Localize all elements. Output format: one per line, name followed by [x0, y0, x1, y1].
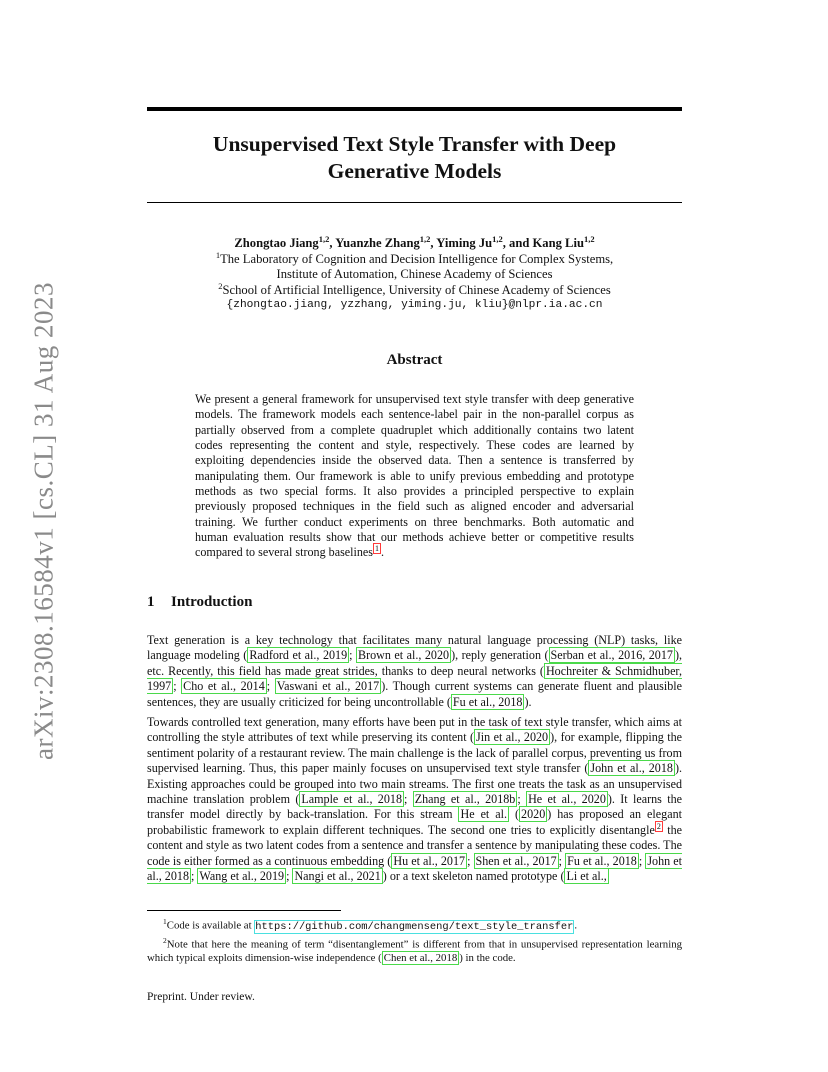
- citation-link[interactable]: He et al.: [460, 807, 508, 822]
- citation-link[interactable]: Jin et al., 2020: [476, 730, 549, 745]
- citation-link[interactable]: He et al., 2020: [528, 792, 606, 807]
- author-affiliation-mark: 1,2: [419, 233, 431, 244]
- title-line-2: Generative Models: [327, 159, 502, 183]
- author-affiliation-mark: 1,2: [318, 233, 330, 244]
- footnote-2: $^2$Note that here the meaning of term “disentanglement” is different from that in unsupervised representation learning which typical exploits dimension-wise independence ( Chen et al., 2018 ) in the code.: [147, 935, 682, 965]
- author-name: Yuanzhe Zhang: [335, 236, 420, 250]
- citation-link[interactable]: Fu et al., 2018: [567, 853, 637, 868]
- citation-link[interactable]: Cho et al., 2014: [183, 679, 265, 694]
- footnote-1: $^1$Code is available at https://github.com/changmenseng/text_style_transfer.: [163, 917, 578, 933]
- citation-link[interactable]: Serban et al., 2016, 2017: [550, 648, 673, 663]
- intro-paragraph-2: Towards controlled text generation, many efforts have been put in the task of text style transfer, which aims at controlling the style attributes of text while preserving its content ( Jin et al., 2020 ), for example, flipping the sentiment polarity of a restaurant review. The main challenge is the lack of parallel corpus, preventing us from supervised learning. Thus, this paper mainly focuses on unsupervised text style transfer ( John et al., 2018 ). Existing approaches could be grouped into two main streams. The first one treats the task as an unsupervised machine translation problem ( Lample et al., 2018 ; Zhang et al., 2018b ; He et al., 2020 ). It learns the transfer model directly by back-translation. For this stream He et al. ( 2020 ) has proposed an elegant probabilistic framework to explain different techniques. The second one tries to explicitly disentangle $^2$ the content and style as two latent codes from a sentence and transfer a sentence by manipulating these codes. The code is either formed as a continuous embedding ( Hu et al., 2017 ; Shen et al., 2017 ; Fu et al., 2018 ; John et al., 2018 ; Wang et al., 2019 ; Nangi et al., 2021 ) or a text skeleton named prototype ( Li et al.,: [147, 715, 682, 884]
- section-heading-introduction: 1 Introduction: [147, 594, 253, 610]
- title-bottom-rule: [147, 202, 682, 203]
- citation-link[interactable]: Fu et al., 2018: [452, 694, 523, 709]
- citation-link[interactable]: 2020: [521, 807, 546, 822]
- citation-link[interactable]: Chen et al., 2018: [383, 952, 458, 965]
- title-top-rule: [147, 107, 682, 111]
- arxiv-identifier: arXiv:2308.16584v1 [cs.CL] 31 Aug 2023: [28, 282, 59, 760]
- citation-link[interactable]: Vaswani et al., 2017: [276, 679, 380, 694]
- preprint-note: Preprint. Under review.: [147, 991, 255, 1003]
- citation-link[interactable]: Li et al.,: [566, 869, 607, 884]
- author-affiliation-mark: 1,2: [583, 233, 595, 244]
- intro-paragraph-1: Text generation is a key technology that facilitates many natural language processing (NLP) tasks, like language modeling ( Radford et al., 2019 ; Brown et al., 2020 ), reply generation ( Serban et al., 2016, 2017 ), etc. Recently, this field has made great strides, thanks to deep neural networks ( Hochreiter & Schmidhuber, 1997 ; Cho et al., 2014 ; Vaswani et al., 2017 ). Though current systems can generate fluent and plausible sentences, they are usually criticized for being uncontrollable ( Fu et al., 2018 ).: [147, 633, 683, 709]
- citation-link[interactable]: Lample et al., 2018: [301, 792, 402, 807]
- author-affiliation-mark: 1,2: [492, 233, 503, 244]
- footnote-rule: [147, 910, 341, 911]
- citation-link[interactable]: Shen et al., 2017: [475, 853, 557, 868]
- footnotes: [147, 915, 682, 965]
- code-url-link[interactable]: https://github.com/changmenseng/text_style_transfer: [255, 920, 574, 933]
- citation-link[interactable]: Hochreiter & Schmidhuber, 1997: [147, 663, 682, 694]
- footnote-ref-2[interactable]: 2: [656, 821, 661, 831]
- citation-link[interactable]: Nangi et al., 2021: [294, 869, 381, 884]
- citation-link[interactable]: Radford et al., 2019: [249, 648, 348, 663]
- author-name: Yiming Ju: [436, 236, 493, 250]
- title-line-1: Unsupervised Text Style Transfer with Deep: [212, 132, 617, 156]
- affiliation-1: $^1$The Laboratory of Cognition and Decision Intelligence for Complex Systems,: [215, 249, 614, 266]
- citation-link[interactable]: Zhang et al., 2018b: [414, 792, 516, 807]
- paper-title: [147, 131, 682, 185]
- author-names: Zhongtao Jiang$^{1,2}$, Yuanzhe Zhang$^{1,2}$, Yiming Ju$^{1,2}$, and Kang Liu$^{1,2}$: [234, 233, 595, 250]
- citation-link[interactable]: Brown et al., 2020: [358, 648, 450, 663]
- introduction-body: [147, 633, 682, 890]
- arxiv-sidebar-stamp: [26, 282, 62, 760]
- author-name: Zhongtao Jiang: [234, 236, 319, 250]
- abstract-body: We present a general framework for unsupervised text style transfer with deep generative models. The framework models each sentence-label pair in the non-parallel corpus as partially observed from a complete quadruplet which additionally contains two latent codes representing the content and style, respectively. These codes are learned by exploiting dependencies inside the observed data. Then a sentence is transferred by manipulating them. Our framework is able to unify previous embedding and prototype methods as two special forms. It also provides a principled perspective to explain previously proposed techniques in the field such as aligned encoder and adversarial training. We further conduct experiments on three benchmarks. Both automatic and human evaluation results show that our methods achieve better or competitive results compared to several strong baselines $^1$ .: [195, 392, 634, 560]
- citation-link[interactable]: John et al., 2018: [590, 761, 673, 776]
- citation-link[interactable]: Wang et al., 2019: [199, 869, 285, 884]
- citation-link[interactable]: John et al., 2018: [147, 853, 682, 884]
- author-block: [147, 233, 682, 314]
- abstract-heading: Abstract: [386, 352, 443, 368]
- author-emails[interactable]: {zhongtao.jiang, yzzhang, yiming.ju, kliu}@nlpr.ia.ac.cn: [226, 299, 603, 312]
- footnote-ref-1[interactable]: 1: [375, 544, 379, 554]
- citation-link[interactable]: Hu et al., 2017: [393, 853, 466, 868]
- affiliation-2: $^2$School of Artificial Intelligence, University of Chinese Academy of Sciences: [218, 280, 611, 297]
- author-name: Kang Liu: [532, 236, 584, 250]
- affiliation-1-cont: Institute of Automation, Chinese Academy of Sciences: [276, 267, 553, 282]
